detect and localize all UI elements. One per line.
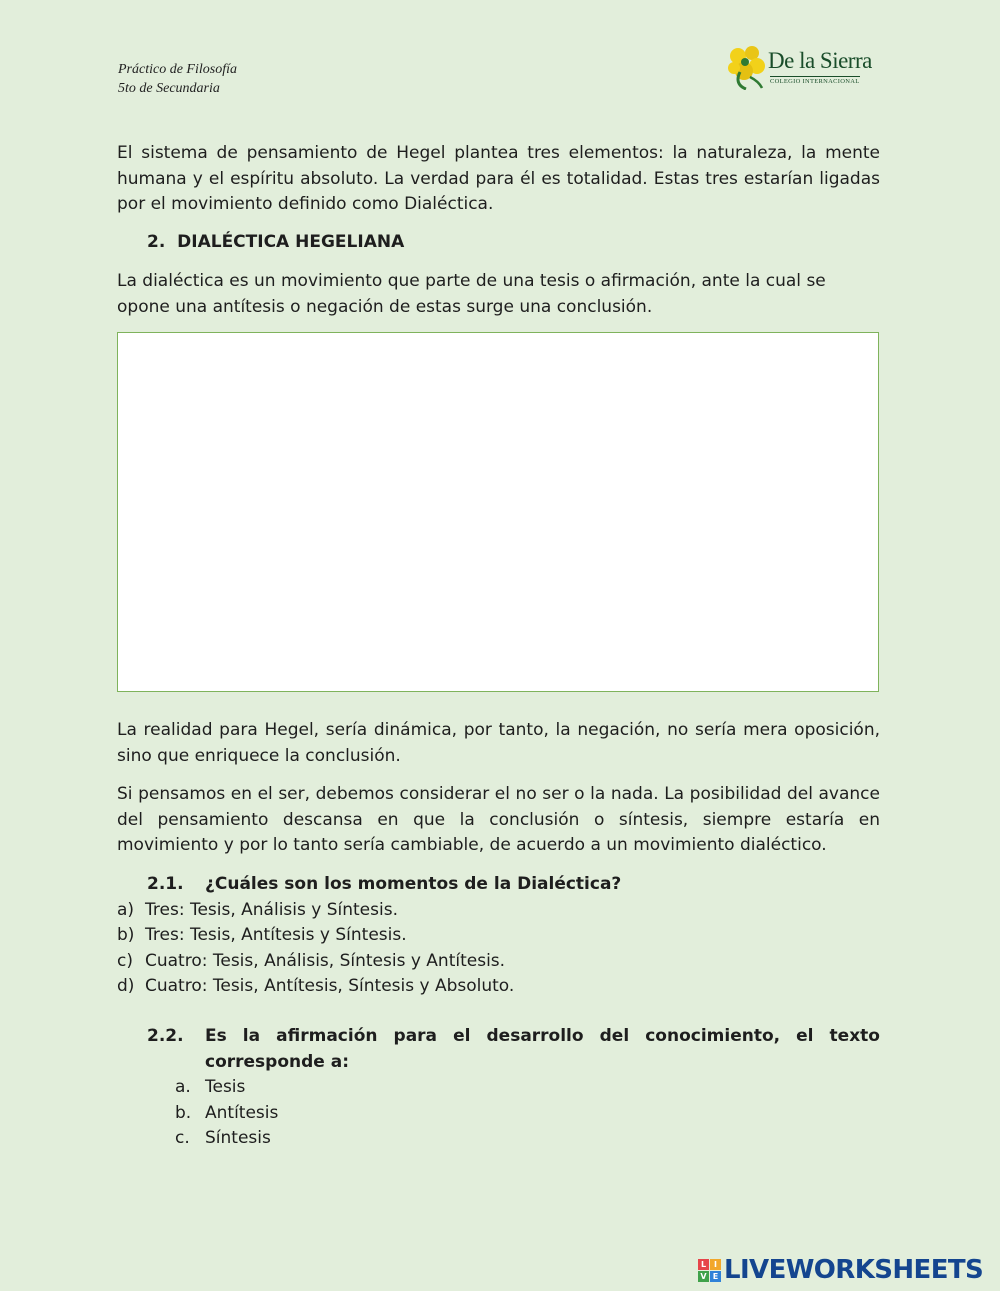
answer-option[interactable] [117, 1126, 880, 1152]
question-text: ¿Cuáles son los momentos de la Dialéctica? [205, 874, 622, 894]
option-letter: a) [117, 899, 135, 920]
definition-block [117, 269, 880, 320]
option-text: Tres: Tesis, Análisis y Síntesis. [145, 899, 398, 920]
option-text: Tesis [205, 1077, 246, 1097]
question-number: 2.2. [147, 1026, 184, 1046]
definition-line-2: opone una antítesis o negación de estas surge una conclusión. [117, 296, 653, 317]
section-number: 2. [147, 232, 166, 252]
section-heading [147, 230, 910, 256]
option-text: Antítesis [205, 1102, 279, 1123]
option-text: Síntesis [205, 1128, 271, 1148]
definition-line-1: La dialéctica es un movimiento que parte de una tesis o afirmación, ante la cual se [117, 271, 826, 291]
school-logo [726, 44, 876, 92]
answer-option[interactable] [117, 949, 880, 975]
question-2-prompt [117, 1024, 880, 1075]
section-title: DIALÉCTICA HEGELIANA [177, 232, 405, 252]
answer-option[interactable] [117, 974, 880, 1000]
liveworksheets-brand[interactable] [698, 1256, 983, 1284]
question-2 [117, 1024, 880, 1152]
answer-option[interactable] [117, 1075, 880, 1101]
logo-subtitle: COLEGIO INTERNACIONAL [770, 78, 860, 85]
logo-name: De la Sierra [768, 48, 872, 73]
diagram-answer-box[interactable] [117, 332, 879, 692]
live-logo-icon [698, 1259, 721, 1282]
option-text: Cuatro: Tesis, Análisis, Síntesis y Antítesis. [145, 950, 506, 971]
reality-block [117, 718, 880, 769]
being-block [117, 782, 880, 859]
course-name: Práctico de Filosofía [118, 62, 237, 77]
reality-paragraph: La realidad para Hegel, sería dinámica, por tanto, la negación, no sería mera oposición, sino que enriquece la conclusión. [117, 720, 880, 766]
brand-name: LIVEWORKSHEETS [724, 1255, 984, 1285]
live-letter-l: L [698, 1259, 709, 1270]
answer-option[interactable] [117, 923, 880, 949]
document-header [118, 60, 237, 98]
option-letter: a. [175, 1077, 191, 1097]
question-text: Es la afirmación para el desarrollo del conocimiento, el texto corresponde a: [205, 1026, 880, 1072]
live-letter-i: I [710, 1259, 721, 1270]
option-text: Tres: Tesis, Antítesis y Síntesis. [145, 925, 407, 945]
option-letter: c. [175, 1128, 190, 1148]
option-letter: b) [117, 925, 135, 945]
live-letter-e: E [710, 1271, 721, 1282]
option-letter: c) [117, 950, 133, 971]
option-text: Cuatro: Tesis, Antítesis, Síntesis y Absoluto. [145, 976, 515, 996]
answer-option[interactable] [117, 1101, 880, 1127]
option-letter: d) [117, 976, 135, 996]
intro-block [117, 141, 880, 218]
intro-paragraph: El sistema de pensamiento de Hegel plantea tres elementos: la naturaleza, la mente humana y el espíritu absoluto. La verdad para él es totalidad. Estas tres estarían ligadas por el movimiento definido como Dialéctica. [117, 143, 880, 214]
grade-level: 5to de Secundaria [118, 81, 220, 96]
answer-option[interactable] [117, 898, 880, 924]
question-number: 2.1. [147, 874, 184, 894]
option-letter: b. [175, 1102, 192, 1123]
being-paragraph: Si pensamos en el ser, debemos considerar el no ser o la nada. La posibilidad del avance del pensamiento descansa en que la conclusión o síntesis, siempre estaría en movimiento y por lo tanto sería cambiable, de acuerdo a un movimiento dialéctico. [117, 784, 880, 855]
flower-icon [726, 44, 770, 90]
question-1 [117, 872, 880, 1000]
question-1-prompt [117, 872, 880, 898]
live-letter-v: V [698, 1271, 709, 1282]
